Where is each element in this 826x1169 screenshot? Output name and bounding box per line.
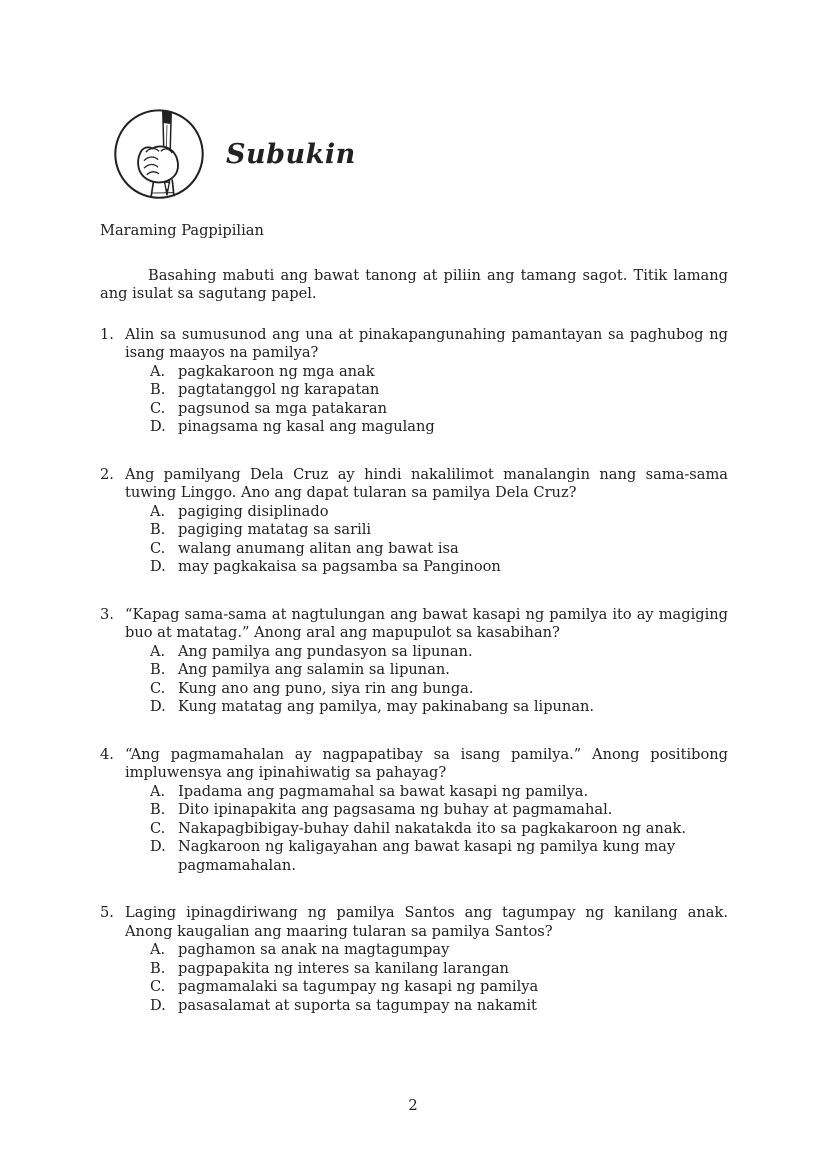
- question-number: 2.: [100, 465, 114, 483]
- option-letter: C.: [150, 679, 166, 697]
- option-letter: D.: [150, 698, 166, 715]
- option-text: pasasalamat at suporta sa tagumpay na nakamit: [178, 996, 537, 1014]
- option-item: [125, 643, 728, 662]
- option-letter: B.: [150, 381, 166, 398]
- option-letter: A.: [150, 642, 166, 660]
- option-text: may pagkakaisa sa pagsamba sa Panginoon: [178, 558, 501, 575]
- option-item: [125, 838, 728, 875]
- header: [100, 108, 728, 202]
- option-item: [125, 558, 728, 577]
- option-letter: C.: [150, 819, 166, 837]
- section-label: Maraming Pagpipilian: [100, 222, 264, 239]
- option-text: pagpapakita ng interes sa kanilang larangan: [178, 959, 509, 977]
- pencil-in-hand-icon: [112, 108, 206, 202]
- question-item-3: [100, 606, 728, 717]
- option-item: [125, 698, 728, 717]
- option-letter: B.: [150, 521, 166, 538]
- option-item: [125, 997, 728, 1016]
- question-item-5: [100, 904, 728, 1015]
- question-text: “Kapag sama-sama at nagtulungan ang bawat kasapi ng pamilya ito ay magiging buo at matatag.” Anong aral ang mapupulot sa kasabihan?: [125, 605, 728, 641]
- question-text: Ang pamilyang Dela Cruz ay hindi nakalilimot manalangin nang sama-sama tuwing Linggo. Ano ang dapat tularan sa pamilya Dela Cruz?: [125, 465, 728, 501]
- option-letter: A.: [150, 502, 166, 520]
- question-text: Alin sa sumusunod ang una at pinakapangunahing pamantayan sa paghubog ng isang maayos na pamilya?: [125, 325, 728, 361]
- option-letter: D.: [150, 996, 166, 1014]
- option-item: [125, 783, 728, 802]
- option-item: [125, 820, 728, 839]
- page-title: Subukin: [226, 139, 356, 170]
- option-item: [125, 661, 728, 680]
- option-text: pagtatanggol ng karapatan: [178, 381, 380, 398]
- question-text: “Ang pagmamahalan ay nagpapatibay sa isang pamilya.” Anong positibong impluwensya ang ipinahiwatig sa pahayag?: [125, 745, 728, 781]
- question-number: 3.: [100, 605, 114, 623]
- option-text: Dito ipinapakita ang pagsasama ng buhay at pagmamahal.: [178, 801, 613, 818]
- option-item: [125, 363, 728, 382]
- question-number: 1.: [100, 325, 114, 343]
- instructions-paragraph: Basahing mabuti ang bawat tanong at piliin ang tamang sagot. Titik lamang ang isulat sa sagutang papel.: [100, 266, 728, 302]
- option-letter: D.: [150, 558, 166, 575]
- option-letter: A.: [150, 362, 166, 380]
- option-text: Ipadama ang pagmamahal sa bawat kasapi ng pamilya.: [178, 782, 589, 800]
- option-text: pinagsama ng kasal ang magulang: [178, 418, 435, 435]
- option-item: [125, 521, 728, 540]
- option-text: pagmamalaki sa tagumpay ng kasapi ng pamilya: [178, 978, 539, 995]
- option-item: [125, 400, 728, 419]
- option-item: [125, 540, 728, 559]
- option-text: pagkakaroon ng mga anak: [178, 362, 375, 380]
- option-letter: C.: [150, 399, 166, 417]
- question-list: [100, 326, 728, 1016]
- option-list: [125, 941, 728, 1015]
- option-item: [125, 503, 728, 522]
- option-letter: B.: [150, 801, 166, 818]
- option-list: [125, 363, 728, 437]
- option-text: pagiging matatag sa sarili: [178, 521, 372, 538]
- option-item: [125, 960, 728, 979]
- option-item: [125, 418, 728, 437]
- question-item-1: [100, 326, 728, 437]
- question-item-4: [100, 746, 728, 876]
- option-list: [125, 783, 728, 876]
- option-letter: C.: [150, 978, 166, 995]
- option-item: [125, 381, 728, 400]
- option-text: Ang pamilya ang pundasyon sa lipunan.: [178, 642, 473, 660]
- option-list: [125, 643, 728, 717]
- question-number: 4.: [100, 745, 114, 763]
- option-letter: A.: [150, 782, 166, 800]
- question-item-2: [100, 466, 728, 577]
- page-number: 2: [408, 1096, 418, 1114]
- option-list: [125, 503, 728, 577]
- question-text: Laging ipinagdiriwang ng pamilya Santos ang tagumpay ng kanilang anak. Anong kaugalian ang maaring tularan sa pamilya Santos?: [125, 904, 728, 940]
- option-item: [125, 801, 728, 820]
- option-item: [125, 941, 728, 960]
- option-text: paghamon sa anak na magtagumpay: [178, 941, 450, 958]
- option-text: pagiging disiplinado: [178, 502, 329, 520]
- option-letter: D.: [150, 838, 166, 855]
- option-item: [125, 978, 728, 997]
- option-letter: C.: [150, 539, 166, 557]
- question-number: 5.: [100, 904, 114, 921]
- option-letter: A.: [150, 941, 166, 958]
- option-text: walang anumang alitan ang bawat isa: [178, 539, 459, 557]
- option-text: Kung matatag ang pamilya, may pakinabang sa lipunan.: [178, 698, 595, 715]
- option-text: Ang pamilya ang salamin sa lipunan.: [178, 661, 450, 678]
- option-letter: D.: [150, 418, 166, 435]
- option-text: Nakapagbibigay-buhay dahil nakatakda ito sa pagkakaroon ng anak.: [178, 819, 687, 837]
- option-text: Nagkaroon ng kaligayahan ang bawat kasapi ng pamilya kung may pagmamahalan.: [178, 838, 676, 874]
- option-letter: B.: [150, 661, 166, 678]
- option-item: [125, 680, 728, 699]
- option-text: Kung ano ang puno, siya rin ang bunga.: [178, 679, 474, 697]
- option-letter: B.: [150, 959, 166, 977]
- option-text: pagsunod sa mga patakaran: [178, 399, 388, 417]
